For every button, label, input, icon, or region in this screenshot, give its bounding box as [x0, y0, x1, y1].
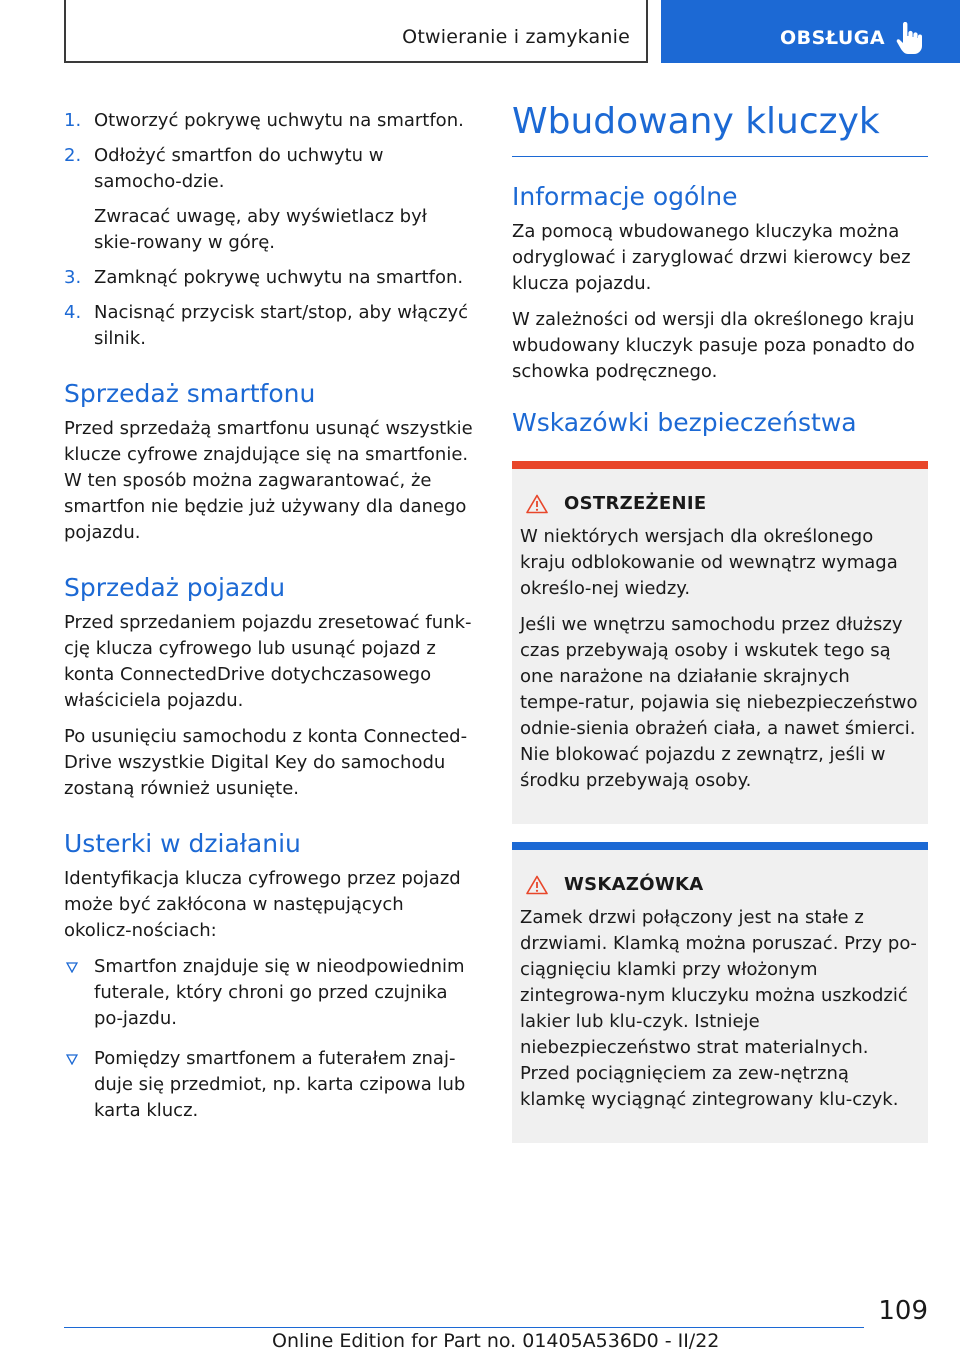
section-heading: Usterki w działaniu	[64, 829, 301, 858]
step-text: Odłożyć smartfon do uchwytu w samocho‐dzie.	[94, 145, 384, 192]
page-title: Wbudowany kluczyk	[512, 101, 880, 142]
warning-text: Jeśli we wnętrzu samochodu przez dłuższy czas przebywają osoby i wskutek tego są one narażone na działanie skrajnych tempe‐ratur, pojawia się niebezpieczeństwo odnie‐sienia obrażeń ciała, a nawet śmierci. Nie blokować pojazdu z zewnątrz, jeśli w środku przebywają osoby.	[520, 614, 918, 791]
step-text: Zamknąć pokrywę uchwytu na smartfon.	[94, 267, 464, 288]
chapter-title: Otwieranie i zamykanie	[402, 26, 630, 48]
bullet-item	[64, 1046, 474, 1124]
paragraph: Przed sprzedażą smartfonu usunąć wszystkie klucze cyfrowe znajdujące się na smartfonie. W ten sposób można zagwarantować, że smartfon nie będzie już używany dla danego pojazdu.	[64, 418, 473, 543]
list-item	[64, 300, 474, 352]
list-item	[64, 265, 474, 291]
footer-divider	[64, 1327, 864, 1328]
note-title: WSKAZÓWKA	[564, 874, 704, 895]
step-text: Nacisnąć przycisk start/stop, aby włączyć silnik.	[94, 302, 469, 349]
warning-triangle-icon	[526, 494, 548, 514]
step-number: 2.	[64, 145, 82, 166]
triangle-bullet-icon	[66, 1054, 78, 1065]
paragraph: W zależności od wersji dla określonego kraju wbudowany kluczyk pasuje poza ponadto do schowka podręcznego.	[512, 309, 915, 382]
bullet-item	[64, 954, 474, 1032]
step-text: Otworzyć pokrywę uchwytu na smartfon.	[94, 110, 464, 131]
paragraph: Identyfikacja klucza cyfrowego przez pojazd może być zakłócona w następujących okolicz‐nościach:	[64, 868, 461, 941]
warning-box	[512, 461, 928, 824]
page-number: 109	[878, 1296, 928, 1326]
section-heading: Wskazówki bezpieczeństwa	[512, 408, 857, 437]
section-heading: Sprzedaż pojazdu	[64, 573, 286, 602]
section-heading: Sprzedaż smartfonu	[64, 379, 316, 408]
list-item	[64, 143, 474, 195]
step-number: 1.	[64, 110, 82, 131]
left-column	[64, 108, 474, 1138]
bullet-text: Smartfon znajduje się w nieodpowiednim futerale, który chroni go przed czujnika po‐jazdu.	[94, 956, 465, 1029]
paragraph: Po usunięciu samochodu z konta Connected‐Drive wszystkie Digital Key do samochodu zostaną również usunięte.	[64, 726, 468, 799]
header-chapter-box	[64, 0, 648, 63]
edition-text: Online Edition for Part no. 01405A536D0 - II/22	[272, 1330, 720, 1352]
right-column	[512, 98, 928, 1161]
note-header	[520, 874, 920, 895]
step-number: 3.	[64, 267, 82, 288]
section-heading: Informacje ogólne	[512, 182, 738, 211]
step-number: 4.	[64, 302, 82, 323]
warning-text: W niektórych wersjach dla określonego kraju odblokowanie od wewnątrz wymaga określo‐nej wiedzy.	[520, 526, 898, 599]
steps-list-continued	[64, 265, 474, 352]
note-box	[512, 842, 928, 1143]
title-divider	[512, 156, 928, 157]
step-note: Zwracać uwagę, aby wyświetlacz był skie‐rowany w górę.	[94, 206, 427, 253]
warning-title: OSTRZEŻENIE	[564, 493, 707, 514]
bullet-text: Pomiędzy smartfonem a futerałem znaj‐duje się przedmiot, np. karta czipowa lub karta klucz.	[94, 1048, 466, 1121]
paragraph: Przed sprzedaniem pojazdu zresetować funk‐cję klucza cyfrowego lub usunąć pojazd z konta ConnectedDrive dotychczasowego właściciela pojazdu.	[64, 612, 472, 711]
triangle-bullet-icon	[66, 962, 78, 973]
note-text: Zamek drzwi połączony jest na stałe z drzwiami. Klamką można poruszać. Przy po‐ciągnięciu klamki przy włożonym zintegrowa‐nym kluczyku można uszkodzić lakier lub klu‐czyk. Istnieje niebezpieczeństwo strat materialnych. Przed pociągnięciem za zew‐nętrzną klamkę wyciągnąć zintegrowany klu‐czyk.	[520, 907, 917, 1110]
list-item	[64, 108, 474, 134]
warning-header	[520, 493, 920, 514]
steps-list	[64, 108, 474, 195]
paragraph: Za pomocą wbudowanego kluczyka można odryglować i zaryglować drzwi kierowcy bez klucza pojazdu.	[512, 221, 911, 294]
hand-pointer-icon	[896, 22, 922, 56]
section-title: OBSŁUGA	[780, 27, 886, 49]
warning-triangle-icon	[526, 875, 548, 895]
